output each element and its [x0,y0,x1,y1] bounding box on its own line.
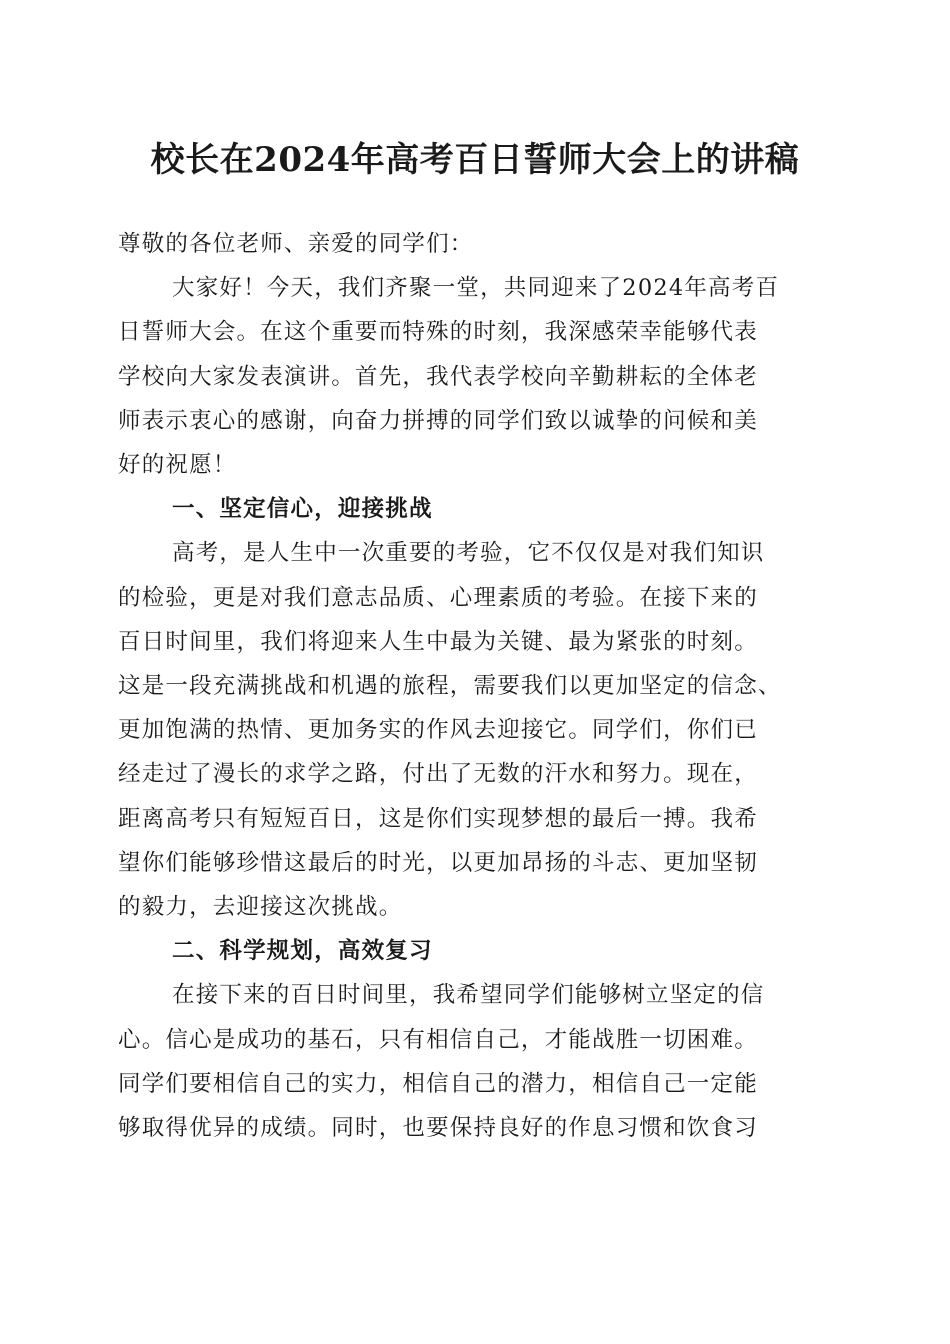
paragraph-section-1 [118,531,838,929]
text-line: 心。信心是成功的基石，只有相信自己，才能战胜一切困难。 [118,1026,758,1053]
paragraph-section-2 [118,973,838,1150]
text-line: 距离高考只有短短百日，这是你们实现梦想的最后一搏。我希 [118,805,758,832]
page-title: 校长在2024年高考百日誓师大会上的讲稿 [150,140,800,180]
text-line: 好的祝愿！ [118,452,237,479]
text-line: 大家好！今天，我们齐聚一堂，共同迎来了2024年高考百 [172,275,780,302]
text-line: 在接下来的百日时间里，我希望同学们能够树立坚定的信 [172,982,765,1009]
text-line: 同学们要相信自己的实力，相信自己的潜力，相信自己一定能 [118,1070,758,1097]
document-body [118,222,838,1150]
salutation: 尊敬的各位老师、亲爱的同学们： [118,231,474,257]
text-line: 百日时间里，我们将迎来人生中最为关键、最为紧张的时刻。 [118,628,758,655]
text-line: 更加饱满的热情、更加务实的作风去迎接它。同学们，你们已 [118,717,758,744]
text-line: 高考，是人生中一次重要的考验，它不仅仅是对我们知识 [172,540,765,567]
text-line: 这是一段充满挑战和机遇的旅程，需要我们以更加坚定的信念、 [118,673,782,700]
text-line: 学校向大家发表演讲。首先，我代表学校向辛勤耕耘的全体老 [118,363,758,390]
paragraph-opening [118,266,838,487]
section-heading-2: 二、科学规划，高效复习 [172,938,433,965]
text-line: 够取得优异的成绩。同时，也要保持良好的作息习惯和饮食习 [118,1115,758,1142]
text-line: 日誓师大会。在这个重要而特殊的时刻，我深感荣幸能够代表 [118,319,758,346]
text-line: 的检验，更是对我们意志品质、心理素质的考验。在接下来的 [118,584,758,611]
section-heading-1: 一、坚定信心，迎接挑战 [172,496,433,523]
text-line: 望你们能够珍惜这最后的时光，以更加昂扬的斗志、更加坚韧 [118,849,758,876]
text-line: 的毅力，去迎接这次挑战。 [118,894,403,921]
text-line: 经走过了漫长的求学之路，付出了无数的汗水和努力。现在， [118,761,758,788]
text-line: 师表示衷心的感谢，向奋力拼搏的同学们致以诚挚的问候和美 [118,407,758,434]
